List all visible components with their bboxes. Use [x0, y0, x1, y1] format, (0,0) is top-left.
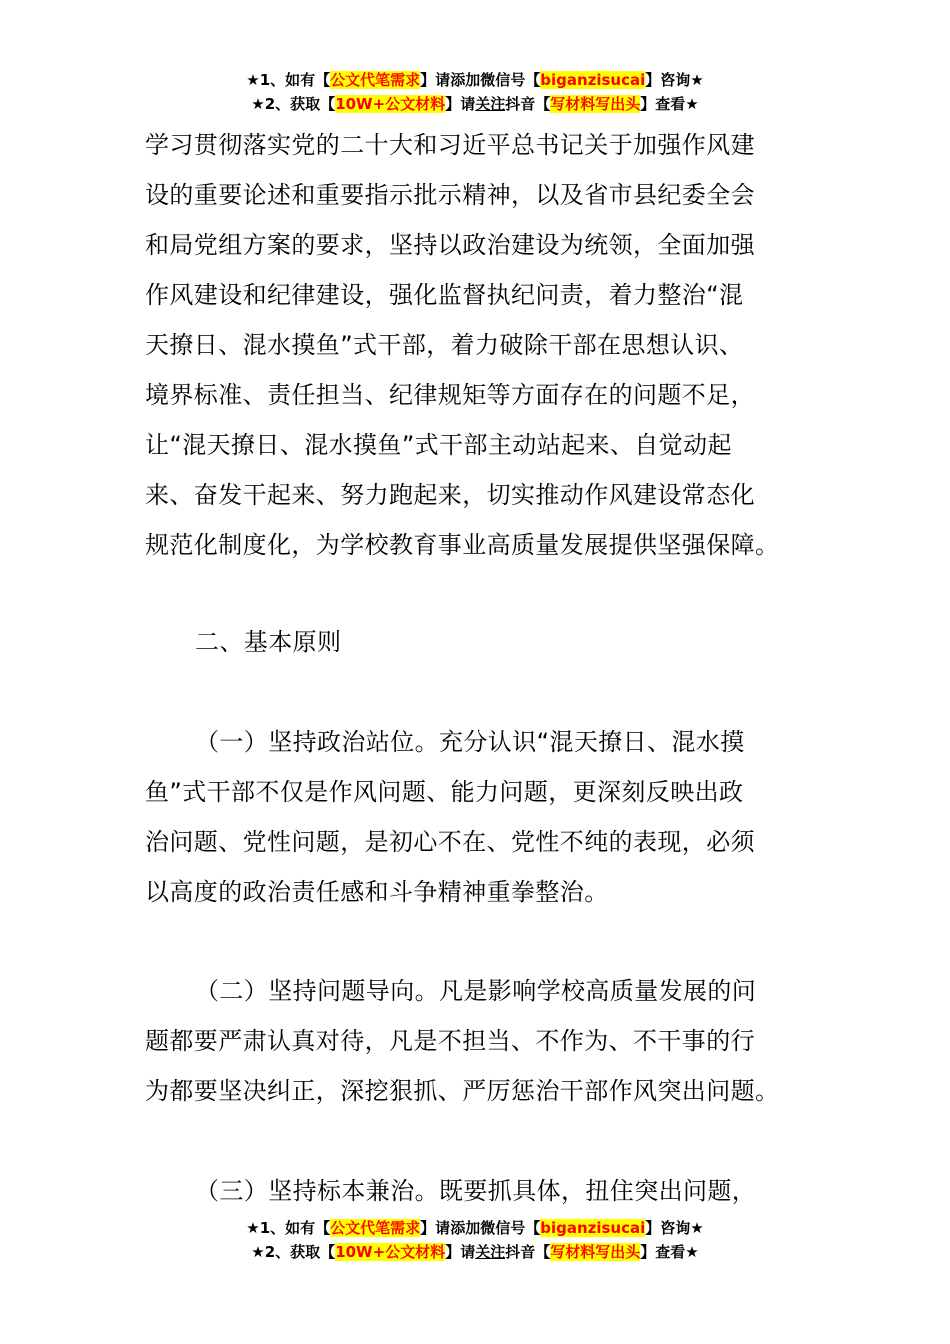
promo-highlight-wechat-id: biganzisucai — [540, 1219, 646, 1237]
principle-paragraph-3 — [145, 1166, 807, 1216]
text-line: （三）坚持标本兼治。既要抓具体，扭住突出问题， — [195, 1177, 757, 1205]
text-line: 题都要严肃认真对待，凡是不担当、不作为、不干事的行 — [145, 1027, 755, 1055]
promo-text: 】查看★ — [640, 1243, 699, 1261]
promo-text: 】请 — [445, 95, 476, 113]
promo-highlight: 10W+公文材料 — [335, 1243, 446, 1261]
promo-highlight-douyin-id: 写材料写出头 — [550, 1243, 641, 1261]
text-line: 以高度的政治责任感和斗争精神重拳整治。 — [145, 878, 609, 906]
promo-text: 】请 — [445, 1243, 476, 1261]
promo-text: 抖音【 — [505, 1243, 551, 1261]
intro-paragraph — [145, 120, 807, 570]
text-line: 规范化制度化，为学校教育事业高质量发展提供坚强保障。 — [145, 531, 780, 559]
promo-highlight: 10W+公文材料 — [335, 95, 446, 113]
promo-text: ★2、获取【 — [251, 95, 336, 113]
text-line: 作风建设和纪律建设，强化监督执纪问责，着力整治“混 — [145, 281, 744, 309]
text-line: 和局党组方案的要求，坚持以政治建设为统领，全面加强 — [145, 231, 755, 259]
promo-text: 微信号【 — [480, 71, 541, 89]
text-line: 设的重要论述和重要指示批示精神，以及省市县纪委全会 — [145, 181, 755, 209]
promo-text: 】咨询★ — [645, 71, 704, 89]
text-line: （二）坚持问题导向。凡是影响学校高质量发展的问 — [195, 977, 757, 1005]
promo-text: ★1、如有【 — [246, 1219, 331, 1237]
text-line: 为都要坚决纠正，深挖狠抓、严厉惩治干部作风突出问题。 — [145, 1077, 780, 1105]
promo-text: ★1、如有【 — [246, 71, 331, 89]
promo-text: ★2、获取【 — [251, 1243, 336, 1261]
promo-highlight-wechat-id: biganzisucai — [540, 71, 646, 89]
text-line: 鱼”式干部不仅是作风问题、能力问题，更深刻反映出政 — [145, 778, 744, 806]
text-line: 让“混天撩日、混水摸鱼”式干部主动站起来、自觉动起 — [145, 431, 732, 459]
promo-line-2 — [0, 92, 950, 116]
bottom-promo-banner — [0, 1216, 950, 1264]
promo-line-1 — [0, 1216, 950, 1240]
promo-text: 】查看★ — [640, 95, 699, 113]
text-line: 治问题、党性问题，是初心不在、党性不纯的表现，必须 — [145, 828, 755, 856]
text-line: （一）坚持政治站位。充分认识“混天撩日、混水摸 — [195, 728, 745, 756]
promo-line-2 — [0, 1240, 950, 1264]
text-line: 来、奋发干起来、努力跑起来，切实推动作风建设常态化 — [145, 481, 755, 509]
principle-paragraph-2 — [145, 966, 807, 1116]
text-line: 学习贯彻落实党的二十大和习近平总书记关于加强作风建 — [145, 131, 755, 159]
promo-text-underlined: 关注 — [475, 1243, 506, 1261]
section-heading — [145, 617, 807, 667]
heading-text: 二、基本原则 — [195, 628, 342, 656]
promo-text: 微信号【 — [480, 1219, 541, 1237]
promo-text-emphasis: 添加 — [450, 1219, 481, 1237]
promo-highlight-douyin-id: 写材料写出头 — [550, 95, 641, 113]
promo-text-emphasis: 添加 — [450, 71, 481, 89]
top-promo-banner — [0, 68, 950, 116]
promo-highlight: 公文代笔需求 — [330, 1219, 421, 1237]
promo-text: 抖音【 — [505, 95, 551, 113]
principle-paragraph-1 — [145, 717, 807, 917]
text-line: 境界标准、责任担当、纪律规矩等方面存在的问题不足， — [145, 381, 755, 409]
text-line: 天撩日、混水摸鱼”式干部，着力破除干部在思想认识、 — [145, 331, 744, 359]
promo-highlight: 公文代笔需求 — [330, 71, 421, 89]
promo-line-1 — [0, 68, 950, 92]
promo-text: 】请 — [420, 71, 451, 89]
promo-text: 】请 — [420, 1219, 451, 1237]
promo-text: 】咨询★ — [645, 1219, 704, 1237]
promo-text-underlined: 关注 — [475, 95, 506, 113]
